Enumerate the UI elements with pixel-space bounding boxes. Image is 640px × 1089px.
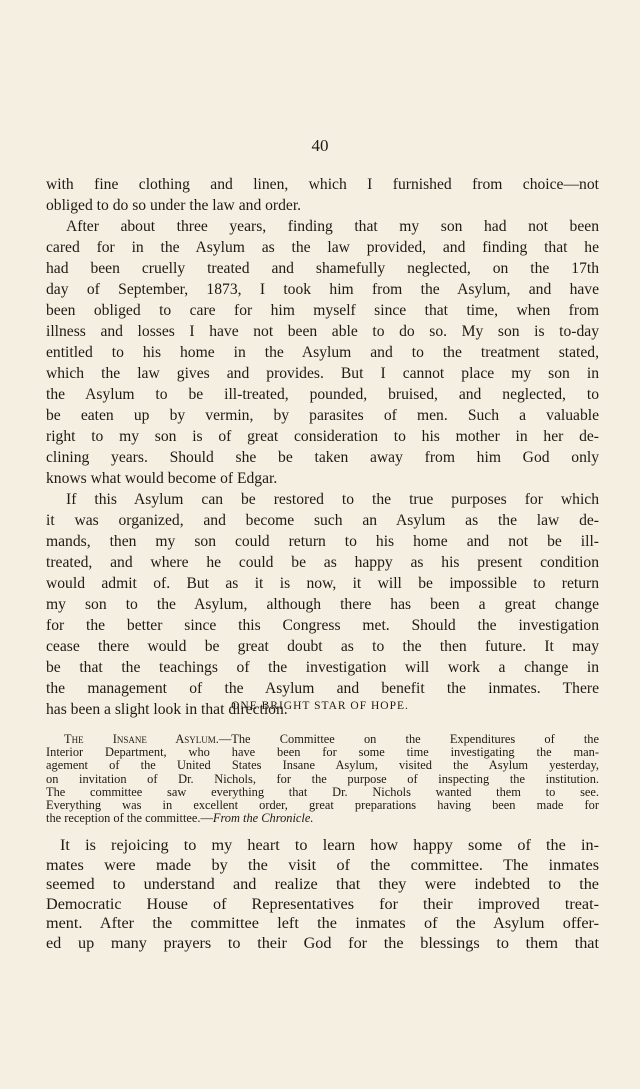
page-number: 40: [311, 136, 329, 155]
body-line: the Asylum to be ill-treated, pounded, bruised, and neglected, to: [46, 386, 599, 403]
clipping-line: [46, 812, 599, 825]
body-line: has been a slight look in that direction.: [46, 701, 288, 718]
body-line: clining years. Should she be taken away from him God only: [46, 449, 599, 466]
body-line: cease there would be great doubt as to the then future. It may: [46, 638, 599, 655]
closing-text: [46, 836, 599, 953]
body-line: right to my son is of great consideration to his mother in her de-: [46, 428, 599, 445]
clipping-last-line: the reception of the committee.—: [46, 811, 213, 826]
body-line: illness and losses I have not been able to do so. My son is to-day: [46, 323, 599, 340]
closing-line: ment. After the committee left the inmates of the Asylum offer-: [46, 914, 599, 932]
clipping-line: on invitation of Dr. Nichols, for the purpose of inspecting the institution.: [46, 771, 599, 786]
body-line: for the better since this Congress met. Should the investigation: [46, 617, 599, 634]
closing-line: Democratic House of Representatives for their improved treat-: [46, 894, 599, 913]
body-line: the management of the Asylum and benefit the inmates. There: [46, 680, 599, 697]
body-line: my son to the Asylum, although there has been a great change: [46, 596, 599, 613]
body-line: had been cruelly treated and shamefully neglected, on the 17th: [46, 260, 599, 277]
body-line: cared for in the Asylum as the law provided, and finding that he: [46, 239, 599, 256]
body-line: If this Asylum can be restored to the true purposes for which: [66, 491, 599, 508]
closing-line: seemed to understand and realize that they were indebted to the: [46, 875, 599, 893]
body-line: be that the teachings of the investigation will work a change in: [46, 659, 599, 676]
closing-line: mates were made by the visit of the committee. The inmates: [46, 855, 599, 874]
body-line: day of September, 1873, I took him from the Asylum, and have: [46, 281, 599, 298]
body-line: with fine clothing and linen, which I furnished from choice—not: [46, 176, 599, 193]
newspaper-clipping: [46, 733, 599, 825]
body-line: After about three years, finding that my son had not been: [66, 218, 599, 235]
clipping-line: The committee saw everything that Dr. Nichols wanted them to see.: [46, 784, 599, 799]
clipping-line: agement of the United States Insane Asylum, visited the Asylum yesterday,: [46, 758, 599, 773]
clipping-line: Everything was in excellent order, great preparations having been made for: [46, 797, 599, 812]
body-line: entitled to his home in the Asylum and to the treatment stated,: [46, 344, 599, 361]
body-line: mands, then my son could return to his home and not be ill-: [46, 533, 599, 550]
clipping-source: From the Chronicle.: [212, 811, 314, 826]
section-heading: ONE BRIGHT STAR OF HOPE.: [231, 700, 409, 712]
body-line: knows what would become of Edgar.: [46, 470, 278, 487]
clipping-line: Interior Department, who have been for some time investigating the man-: [46, 745, 599, 760]
body-text: [46, 174, 599, 720]
body-line: be eaten up by vermin, by parasites of men. Such a valuable: [46, 407, 599, 424]
body-line: been obliged to care for him myself since that time, when from: [46, 302, 599, 319]
body-line: which the law gives and provides. But I cannot place my son in: [46, 365, 599, 382]
body-line: treated, and where he could be as happy as his present condition: [46, 554, 599, 571]
closing-line: It is rejoicing to my heart to learn how happy some of the in-: [60, 836, 599, 854]
closing-line: ed up many prayers to their God for the blessings to them that: [46, 933, 599, 952]
body-line: would admit of. But as it is now, it will be impossible to return: [46, 575, 599, 592]
clipping-line-rest: —The Committee on the Expenditures of the: [218, 732, 599, 746]
clipping-title: The Insane Asylum.: [64, 732, 219, 746]
body-line: it was organized, and become such an Asylum as the law de-: [46, 512, 599, 529]
body-line: obliged to do so under the law and order.: [46, 197, 302, 214]
